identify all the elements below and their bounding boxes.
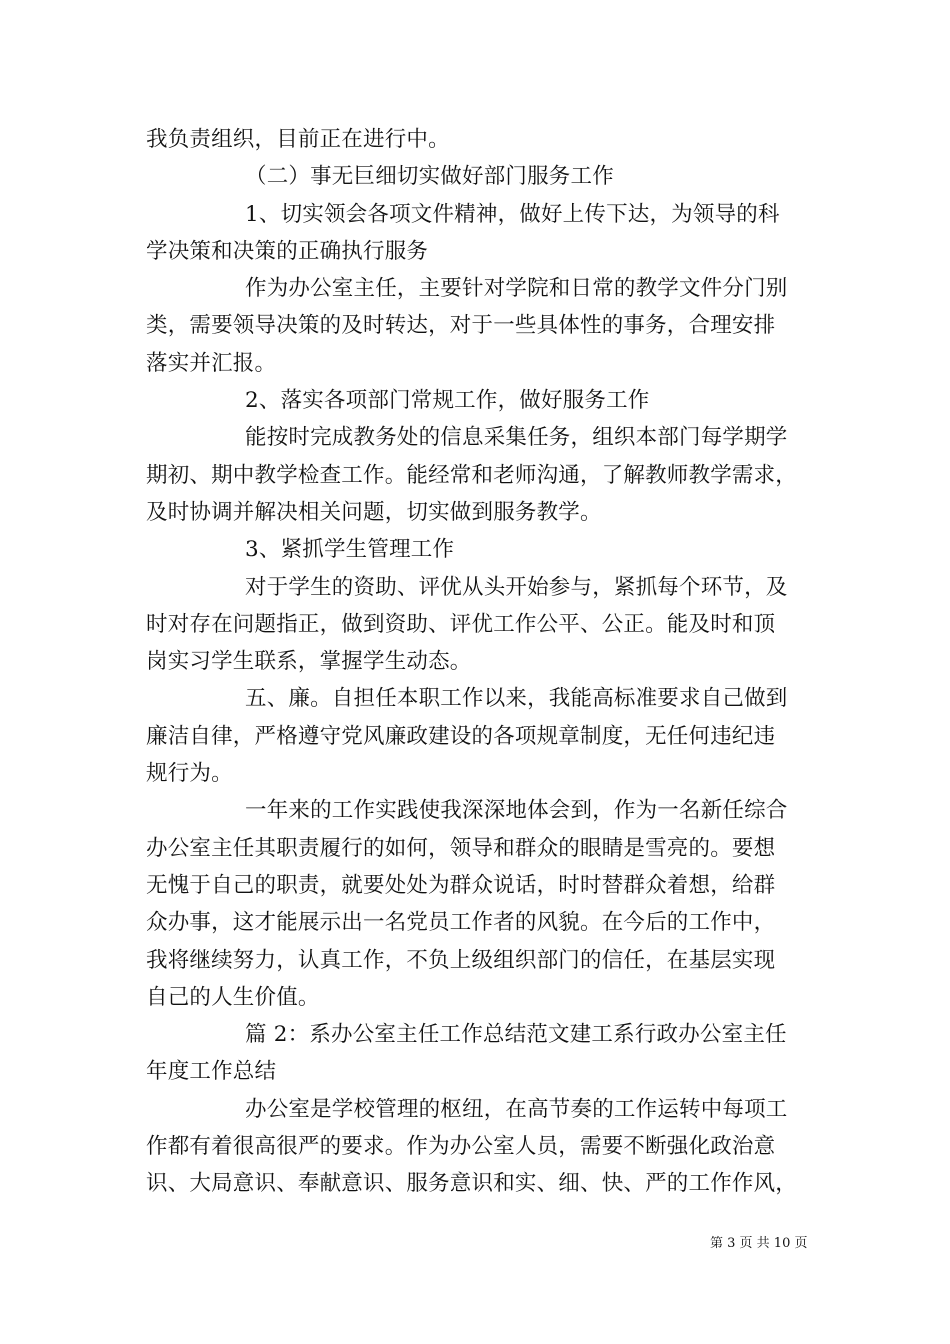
text-line: 类，需要领导决策的及时转达，对于一些具体性的事务，合理安排: [146, 313, 776, 339]
text-line: 2、落实各项部门常规工作，做好服务工作: [245, 388, 650, 414]
text-line: 自己的人生价值。: [146, 984, 320, 1010]
text-line: 岗实习学生联系，掌握学生动态。: [146, 649, 472, 675]
text-line: 篇 2：系办公室主任工作总结范文建工系行政办公室主任: [245, 1022, 787, 1048]
text-line: 学决策和决策的正确执行服务: [146, 238, 429, 264]
text-line: 办公室是学校管理的枢纽，在高节奏的工作运转中每项工: [245, 1096, 788, 1122]
text-line: 落实并汇报。: [146, 350, 277, 376]
text-line: 我负责组织，目前正在进行中。: [146, 127, 450, 152]
text-line: 及时协调并解决相关问题，切实做到服务教学。: [146, 499, 602, 525]
text-line: （二）事无巨细切实做好部门服务工作: [245, 164, 614, 190]
text-line: 年度工作总结: [146, 1059, 277, 1085]
text-line: 1、切实领会各项文件精神，做好上传下达，为领导的科: [245, 201, 780, 227]
text-line: 无愧于自己的职责，就要处处为群众说话，时时替群众着想，给群: [146, 872, 776, 898]
text-line: 能按时完成教务处的信息采集任务，组织本部门每学期学: [245, 425, 788, 451]
page-number: 第 3 页 共 10 页: [710, 1236, 808, 1251]
text-line: 众办事，这才能展示出一名党员工作者的风貌。在今后的工作中，: [146, 910, 776, 936]
document-body: [146, 121, 812, 1203]
text-line: 我将继续努力，认真工作，不负上级组织部门的信任，在基层实现: [146, 947, 776, 973]
text-line: 廉洁自律，严格遵守党风廉政建设的各项规章制度，无任何违纪违: [146, 723, 776, 749]
text-line: 3、紧抓学生管理工作: [245, 537, 455, 563]
text-line: 办公室主任其职责履行的如何，领导和群众的眼睛是雪亮的。要想: [146, 835, 776, 861]
text-line: 规行为。: [146, 761, 233, 787]
text-line: 时对存在问题指正，做到资助、评优工作公平、公正。能及时和顶: [146, 611, 776, 637]
text-line: 期初、期中教学检查工作。能经常和老师沟通，了解教师教学需求，: [146, 462, 798, 488]
text-line: 识、大局意识、奉献意识、服务意识和实、细、快、严的工作作风，: [146, 1171, 798, 1197]
text-line: 对于学生的资助、评优从头开始参与，紧抓每个环节，及: [245, 574, 788, 600]
text-line: 一年来的工作实践使我深深地体会到，作为一名新任综合: [245, 798, 788, 824]
text-line: 作为办公室主任，主要针对学院和日常的教学文件分门别: [245, 276, 788, 302]
text-line: 作都有着很高很严的要求。作为办公室人员，需要不断强化政治意: [146, 1134, 776, 1160]
text-line: 五、廉。自担任本职工作以来，我能高标准要求自己做到: [245, 686, 788, 712]
